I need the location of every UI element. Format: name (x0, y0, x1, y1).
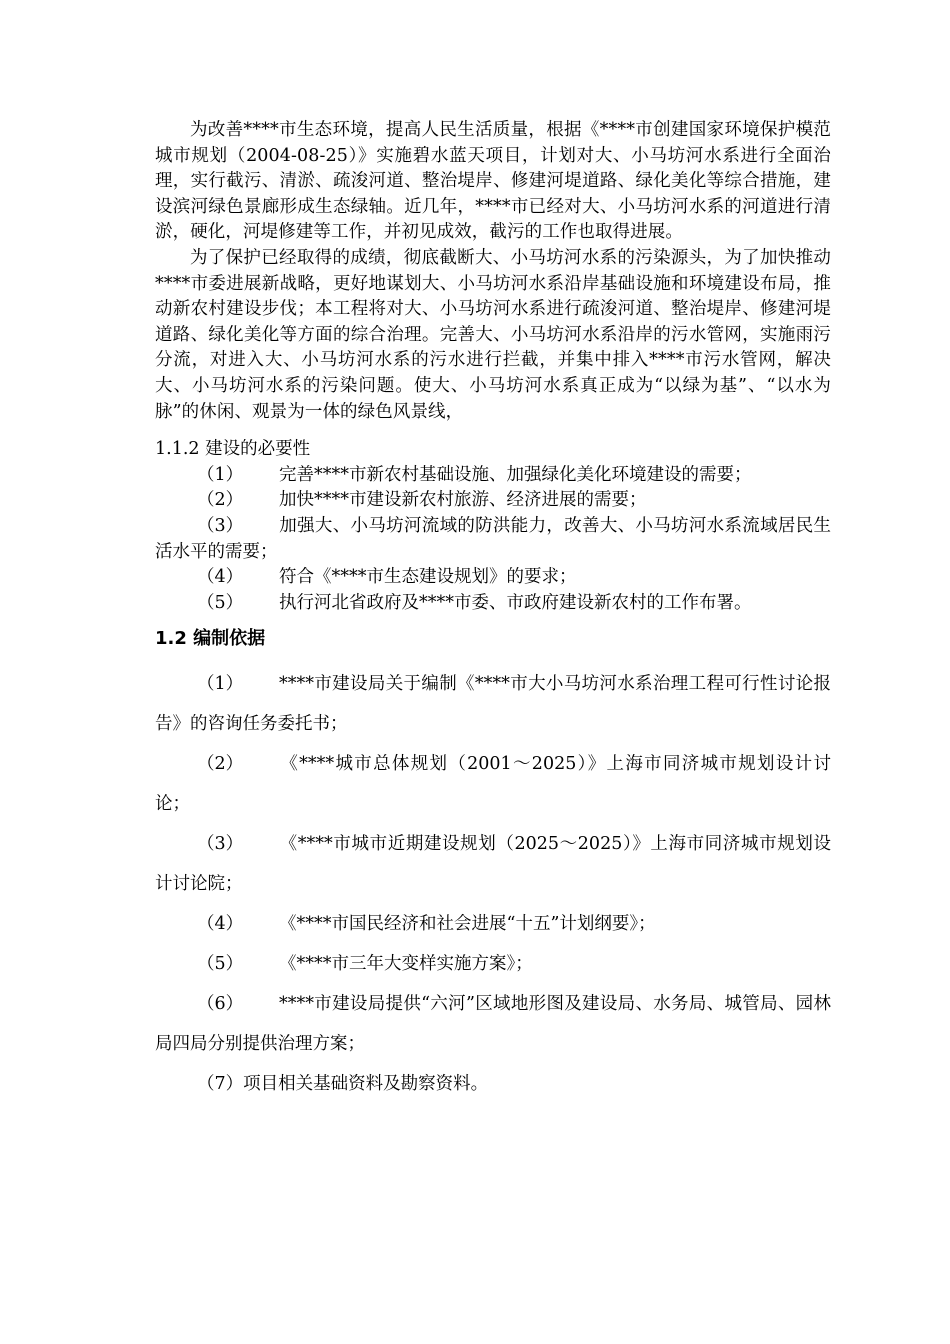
item-text: ****市建设局提供“六河”区域地形图及建设局、水务局、城管局、园林局四局分别提供治理方案； (155, 994, 831, 1055)
item-number: （5） (197, 592, 244, 613)
basis-item (155, 744, 831, 824)
basis-item (155, 1064, 831, 1104)
item-number: （1） (197, 464, 244, 485)
item-text: 加快****市建设新农村旅游、经济进展的需要； (279, 490, 647, 511)
basis-heading: 1.2 编制依据 (155, 628, 266, 650)
item-number: （2） (197, 754, 244, 775)
item-text: 符合《****市生态建设规划》的要求； (279, 567, 577, 588)
item-number: （4） (197, 567, 244, 588)
item-text: 《****市三年大变样实施方案》； (279, 954, 533, 975)
item-text: 《****市城市近期建设规划（2025～2025）》上海市同济城市规划设计讨论院； (155, 834, 831, 895)
item-number: （3） (197, 515, 244, 536)
basis-item (155, 824, 831, 904)
item-number: （7） (197, 1074, 244, 1095)
necessity-item (155, 463, 831, 489)
item-text: 加强大、小马坊河流域的防洪能力，改善大、小马坊河水系流域居民生活水平的需要； (155, 515, 831, 562)
necessity-heading: 1.1.2 建设的必要性 (155, 439, 311, 460)
basis-item (155, 984, 831, 1064)
intro-paragraph-1: 为改善****市生态环境，提高人民生活质量，根据《****市创建国家环境保护模范城市规划（2004-08-25）》实施碧水蓝天项目，计划对大、小马坊河水系进行全面治理，实行截污、清淤、疏浚河道、整治堤岸、修建河堤道路、绿化美化等综合措施，建设滨河绿色景廊形成生态绿轴。近几年，****市已经对大、小马坊河水系的河道进行清淤，硬化，河堤修建等工作，并初见成效，截污的工作也取得进展。 (155, 120, 831, 243)
item-text: 执行河北省政府及****市委、市政府建设新农村的工作布署。 (279, 592, 752, 613)
item-number: （6） (197, 994, 244, 1015)
item-text: ****市建设局关于编制《****市大小马坊河水系治理工程可行性讨论报告》的咨询任务委托书； (155, 674, 831, 735)
intro-paragraph-2: 为了保护已经取得的成绩，彻底截断大、小马坊河水系的污染源头，为了加快推动****市委进展新战略，更好地谋划大、小马坊河水系沿岸基础设施和环境建设布局，推动新农村建设步伐；本工程将对大、小马坊河水系进行疏浚河道、整治堤岸、修建河堤道路、绿化美化等方面的综合治理。完善大、小马坊河水系沿岸的污水管网，实施雨污分流，对进入大、小马坊河水系的污水进行拦截，并集中排入****市污水管网，解决大、小马坊河水系的污染问题。使大、小马坊河水系真正成为“以绿为基”、“以水为脉”的休闲、观景为一体的绿色风景线， (155, 247, 831, 422)
necessity-item (155, 565, 831, 591)
item-text: 完善****市新农村基础设施、加强绿化美化环境建设的需要； (279, 464, 752, 485)
document-body (155, 118, 831, 1104)
necessity-list (155, 463, 831, 617)
necessity-item (155, 514, 831, 565)
item-text: 《****城市总体规划（2001～2025）》上海市同济城市规划设计讨论； (155, 754, 831, 815)
item-text: 项目相关基础资料及勘察资料。 (243, 1074, 489, 1095)
necessity-item (155, 488, 831, 514)
item-number: （1） (197, 674, 244, 695)
item-number: （2） (197, 490, 244, 511)
necessity-item (155, 591, 831, 617)
basis-item (155, 944, 831, 984)
basis-item (155, 664, 831, 744)
item-number: （5） (197, 954, 244, 975)
item-number: （4） (197, 914, 244, 935)
basis-list (155, 664, 831, 1104)
basis-item (155, 904, 831, 944)
item-number: （3） (197, 834, 244, 855)
item-text: 《****市国民经济和社会进展“十五”计划纲要》； (279, 914, 656, 935)
